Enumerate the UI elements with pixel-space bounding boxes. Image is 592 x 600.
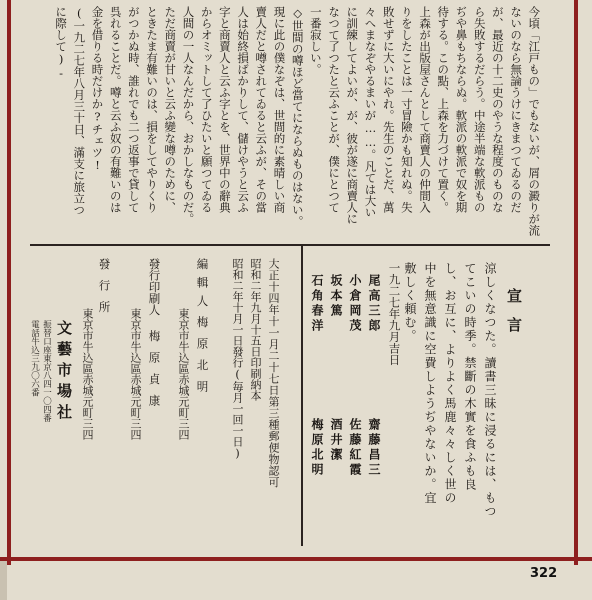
declaration-line: 涼しくなつた。讀書三昧に浸るには、もつ: [483, 262, 497, 519]
signatory-name: 小倉岡茂: [348, 274, 362, 334]
printed-line: 昭和二年九月十五日印刷納本: [249, 258, 262, 401]
issued-line: 昭和二年十月一日發行(毎月一回一日): [231, 258, 244, 460]
declaration-line: 中を無意識に空費しようぢやないか。宜: [423, 262, 437, 505]
essay-line: ぢや鼻もちならぬ。軟派の軟派で奴を期: [454, 6, 469, 213]
phone-number: 電話牛込三九〇六番: [29, 320, 40, 397]
essay-line: からオミットして了ひたいと願つてゐる: [199, 6, 214, 213]
signatory-name: 佐藤紅霞: [348, 418, 362, 478]
declaration-title: 宣言: [505, 288, 523, 346]
signatory-name: 梅原北明: [310, 418, 324, 478]
essay-line: りをしたことは一寸冒險かも知れぬ。失: [399, 6, 414, 213]
declaration-line: てこいの時季。禁斷の木實を食ふも良: [463, 262, 477, 492]
essay-line: 賣人だと噂されてゐると云ふが、その當: [254, 6, 269, 213]
signatory-name: 尾高三郎: [367, 274, 381, 334]
editor-label: 編輯人: [195, 258, 210, 314]
column-divider: [301, 246, 303, 546]
essay-line: 々へまなぞやるまいが……。凡ては大い: [363, 6, 378, 218]
publisher-name: 文藝市場社: [55, 320, 73, 425]
essay-line: ないのなら無論うけにきまつてゐるのだ: [509, 6, 524, 213]
essay-line: 字と商賣人と云ふ字とを、世界中の辭典: [217, 6, 232, 213]
left-border: [7, 0, 11, 565]
section-divider: [30, 244, 550, 246]
essay-line: ただ商賣が甘いと云ふ變な噂のために、: [163, 6, 178, 213]
bottom-border: [0, 557, 592, 561]
signatory-name: 坂本篤: [329, 274, 343, 319]
essay-line: 上森が出版屋さんとして商賣人の仲間入: [418, 6, 433, 213]
essay-block: [36, 6, 546, 240]
essay-line: ◇世間の噂ほど當てにならぬものはない。: [290, 6, 305, 227]
right-border: [574, 0, 578, 565]
essay-line: ときたま有難いのは、損をしてやりくり: [145, 6, 160, 213]
registration-line: 大正十四年十一月二十七日第三種郵便物認可: [267, 258, 280, 488]
editor-name: 梅原北明: [195, 316, 210, 402]
essay-line: 敗せずに大いにやれ。先生のことだ、萬: [381, 6, 396, 213]
essay-line: に際して)-: [54, 6, 69, 80]
left-border-stub: [0, 561, 7, 600]
essay-line: 呉れることだ。噂と云ふ奴の有難いのは: [108, 6, 123, 213]
declaration-line: し、お互に、よりよく馬鹿々々しく世の: [443, 262, 457, 505]
essay-line: 今頃「江戸もの」でもないが、屑の澱りが流: [527, 6, 542, 236]
editor-address: 東京市牛込區赤城元町三四: [177, 308, 190, 440]
essay-line: 待する。この點、上森を力づけて置く。: [436, 6, 451, 213]
essay-line: 現に此の僕なぞは、世間的に素晴しい商: [272, 6, 287, 213]
essay-line: 一番寂しい。: [308, 6, 323, 75]
publisher-label: 發行所: [97, 258, 112, 323]
colophon-block: [30, 250, 298, 550]
declaration-block: [308, 250, 548, 550]
essay-line: が、最近の十二史のやうな程度のものな: [490, 6, 505, 213]
essay-line: がつかぬ時、誰れでも二つ返事で貸して: [126, 6, 141, 213]
essay-line: に訓練してよいが、が、彼が遂に商賣人に: [345, 6, 360, 225]
essay-line: ら失敗するだらう。中途半端な軟派もの: [472, 6, 487, 213]
essay-line: (一九二七年八月三十日、滿支に旅立つ: [72, 6, 87, 216]
signatory-name: 酒井潔: [329, 418, 343, 463]
printer-address: 東京市牛込區赤城元町三四: [129, 308, 142, 440]
essay-line: なつて了つたと云ふことが、僕にとつて: [327, 6, 342, 213]
page-number: 322: [530, 566, 558, 581]
postal-account: 振替口座東京八四一〇四番: [41, 320, 52, 422]
declaration-date: 一九二七年九月吉日: [387, 262, 402, 366]
publisher-address: 東京市牛込區赤城元町三四: [81, 308, 94, 440]
essay-line: 金を借りる時だけか?チェツ!: [90, 6, 105, 172]
essay-line: 人間の一人なんだから、おかしなものだ。: [181, 6, 196, 225]
essay-line: 人は始終損ばかりして、儲けやうと云ふ: [236, 6, 251, 213]
printer-name: 梅原貞康: [147, 330, 162, 416]
printer-label: 發行印刷人: [147, 258, 162, 316]
signatory-name: 石角春洋: [310, 274, 324, 334]
signatory-name: 齋藤昌三: [367, 418, 381, 478]
declaration-line: 敷しく頼む。: [403, 262, 417, 343]
